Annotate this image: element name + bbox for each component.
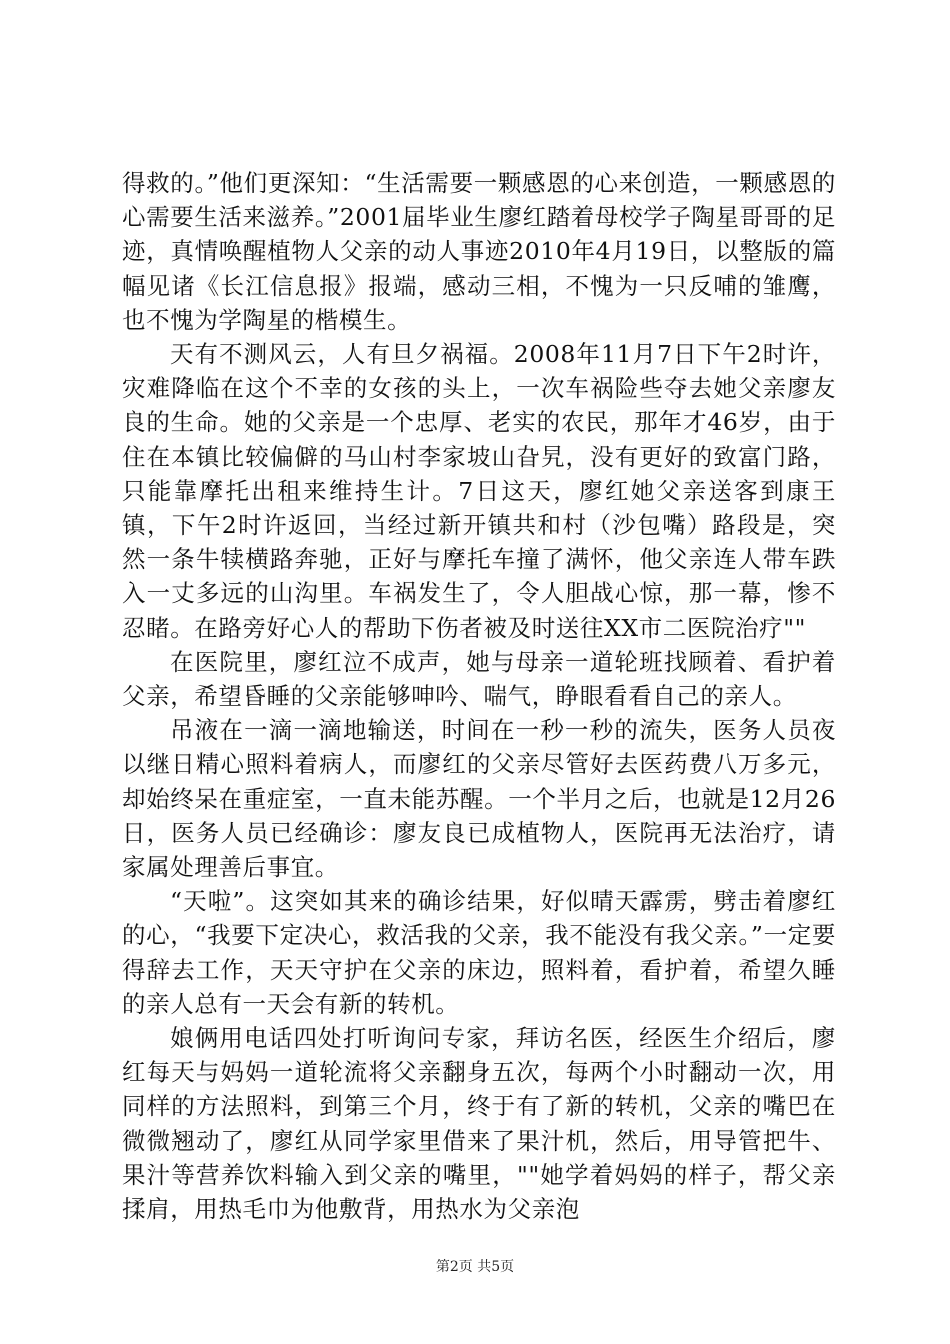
body-text bbox=[122, 166, 836, 1226]
paragraph-5: “天啦”。这突如其来的确诊结果，好似晴天霹雳，劈击着廖红的心，“我要下定决心，救活我的父亲，我不能没有我父亲。”一定要得辞去工作，天天守护在父亲的床边，照料着，看护着，希望久睡的亲人总有一天会有新的转机。 bbox=[122, 887, 836, 1018]
page-footer: 第2页 共5页 bbox=[435, 1259, 515, 1275]
paragraph-2: 天有不测风云，人有旦夕祸福。2008年11月7日下午2时许，灾难降临在这个不幸的女孩的头上，一次车祸险些夺去她父亲廖友良的生命。她的父亲是一个忠厚、老实的农民，那年才46岁，由于住在本镇比较偏僻的马山村李家坡山旮旯，没有更好的致富门路，只能靠摩托出租来维持生计。7日这天，廖红她父亲送客到康王镇，下午2时许返回，当经过新开镇共和村（沙包嘴）路段是，突然一条牛犊横路奔驰，正好与摩托车撞了满怀，他父亲连人带车跌入一丈多远的山沟里。车祸发生了，令人胆战心惊，那一幕，惨不忍睹。在路旁好心人的帮助下伤者被及时送往XX市二医院治疗"" bbox=[122, 340, 836, 642]
paragraph-3: 在医院里，廖红泣不成声，她与母亲一道轮班找顾着、看护着父亲，希望昏睡的父亲能够呻吟、喘气，睁眼看看自己的亲人。 bbox=[122, 647, 836, 711]
paragraph-6: 娘俩用电话四处打听询问专家，拜访名医，经医生介绍后，廖红每天与妈妈一道轮流将父亲翻身五次，每两个小时翻动一次，用同样的方法照料，到第三个月，终于有了新的转机，父亲的嘴巴在微微翘动了，廖红从同学家里借来了果汁机，然后，用导管把牛、果汁等营养饮料输入到父亲的嘴里，""她学着妈妈的样子，帮父亲揉肩，用热毛巾为他敷背，用热水为父亲泡 bbox=[122, 1024, 836, 1224]
paragraph-1: 得救的。”他们更深知：“生活需要一颗感恩的心来创造，一颗感恩的心需要生活来滋养。”2001届毕业生廖红踏着母校学子陶星哥哥的足迹，真情唤醒植物人父亲的动人事迹2010年4月19日，以整版的篇幅见诸《长江信息报》报端，感动三相，不愧为一只反哺的雏鹰，也不愧为学陶星的楷模生。 bbox=[122, 169, 836, 334]
paragraph-4: 吊液在一滴一滴地输送，时间在一秒一秒的流失，医务人员夜以继日精心照料着病人，而廖红的父亲尽管好去医药费八万多元，却始终呆在重症室，一直未能苏醒。一个半月之后，也就是12月26日，医务人员已经确诊：廖友良已成植物人，医院再无法治疗，请家属处理善后事宜。 bbox=[122, 716, 836, 882]
